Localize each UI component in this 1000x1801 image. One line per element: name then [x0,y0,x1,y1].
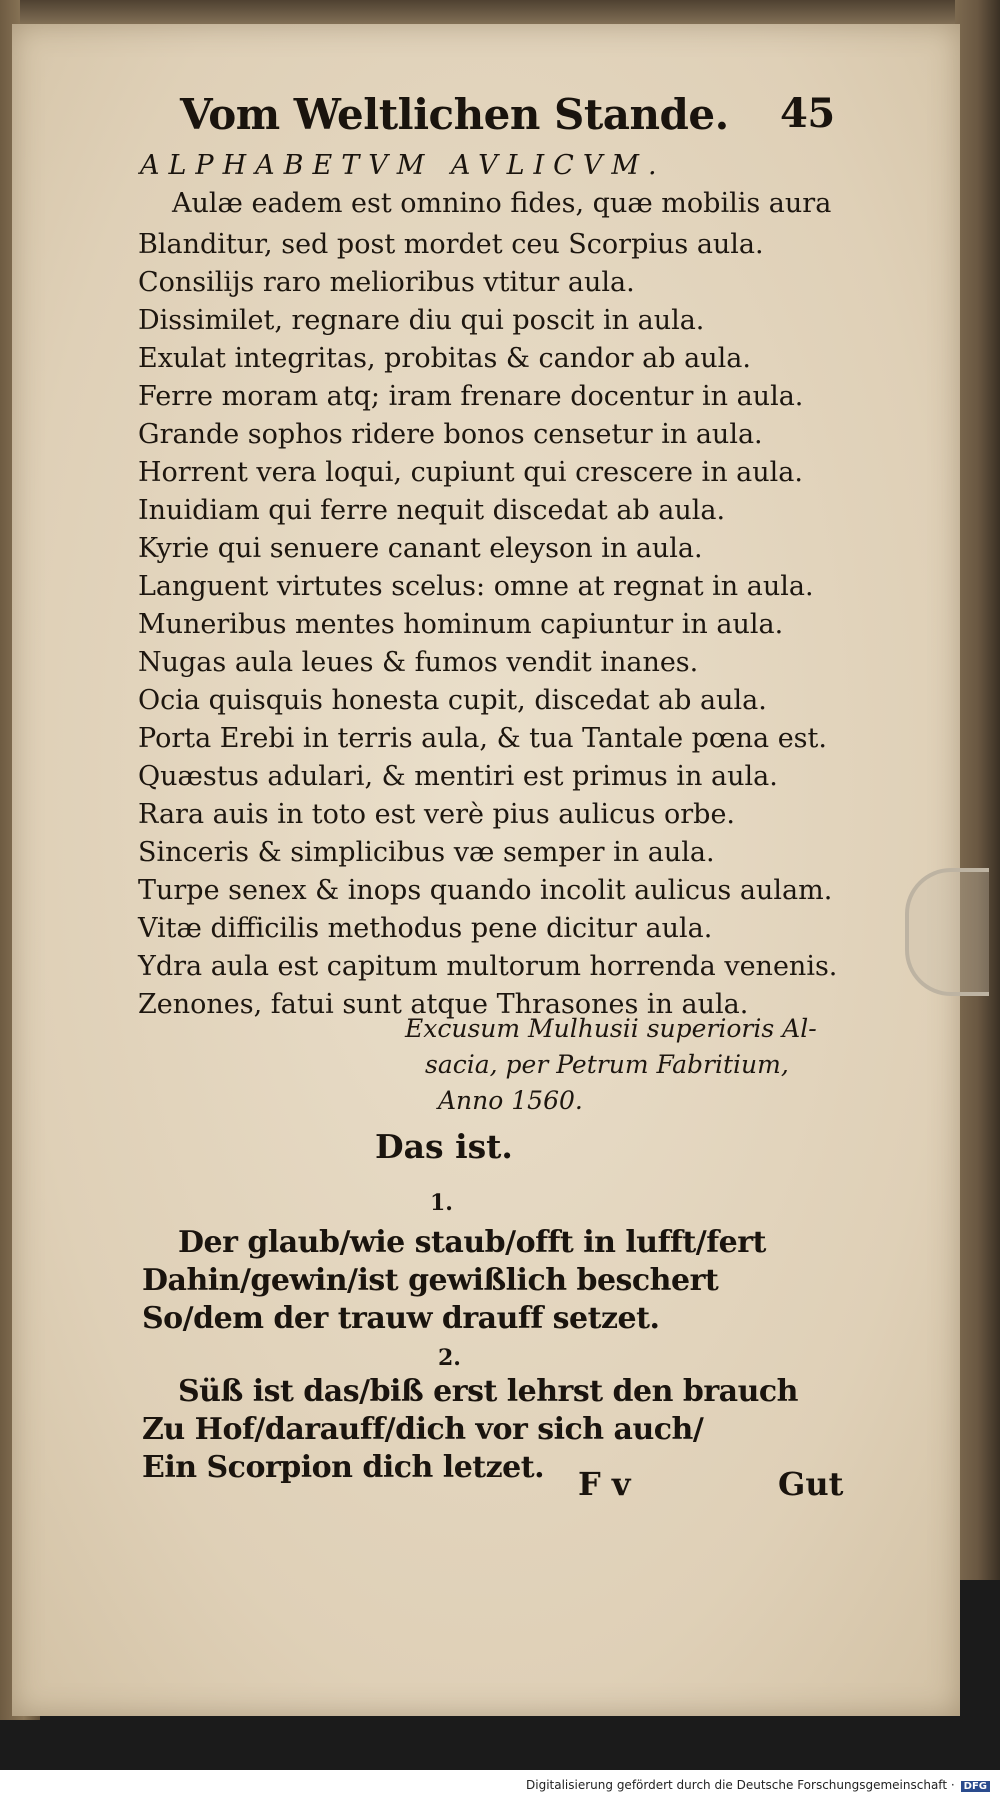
page-clip [905,868,989,996]
verse-line: Ocia quisquis honesta cupit, discedat ab aula. [138,685,767,716]
stanza-line: So/dem der trauw drauff setzet. [142,1301,660,1336]
page-number: 45 [780,90,835,137]
verse-line: Vitæ difficilis methodus pene dicitur aula. [138,913,713,944]
verse-line: Blanditur, sed post mordet ceu Scorpius aula. [138,229,764,260]
verse-line: Turpe senex & inops quando incolit aulicus aulam. [138,875,833,906]
verse-line: Inuidiam qui ferre nequit discedat ab aula. [138,495,726,526]
section-title: ALPHABETVM AVLICVM. [140,150,666,181]
verse-line: Dissimilet, regnare diu qui poscit in aula. [138,305,705,336]
verse-line: Quæstus adulari, & mentiri est primus in aula. [138,761,778,792]
stanza-line: Ein Scorpion dich letzet. [142,1450,545,1485]
imprint-line: sacia, per Petrum Fabritium, [425,1050,789,1079]
verse-line: Kyrie qui senuere canant eleyson in aula. [138,533,703,564]
verse-line: Exulat integritas, probitas & candor ab aula. [138,343,751,374]
credit-text: Digitalisierung gefördert durch die Deutsche Forschungsgemeinschaft · [526,1778,955,1792]
verse-line: Muneribus mentes hominum capiuntur in aula. [138,609,784,640]
catchword: Gut [778,1465,844,1503]
verse-line: Ferre moram atq; iram frenare docentur in aula. [138,381,804,412]
verse-line: Languent virtutes scelus: omne at regnat in aula. [138,571,814,602]
verse-line: Consilijs raro melioribus vtitur aula. [138,267,635,298]
dfg-logo: DFG [961,1781,990,1792]
imprint-line: Anno 1560. [438,1086,583,1115]
verse-line: Grande sophos ridere bonos censetur in aula. [138,419,763,450]
imprint-line: Excusum Mulhusii superioris Al- [405,1014,817,1043]
verse-line: Zenones, fatui sunt atque Thrasones in aula. [138,989,749,1020]
stanza-line: Süß ist das/biß erst lehrst den brauch [178,1374,798,1409]
digitization-credit [526,1778,990,1792]
stanza-line: Der glaub/wie staub/offt in lufft/fert [178,1225,766,1260]
german-section-title: Das ist. [375,1127,513,1166]
stanza-number: 2. [438,1345,461,1371]
running-head-title: Vom Weltlichen Stande. [180,90,729,139]
stanza-number: 1. [430,1190,453,1216]
signature-mark: F v [578,1465,631,1503]
stanza-line: Dahin/gewin/ist gewißlich beschert [142,1263,719,1298]
verse-line: Rara auis in toto est verè pius aulicus orbe. [138,799,736,830]
verse-line: Sinceris & simplicibus væ semper in aula. [138,837,715,868]
running-head [180,90,860,150]
right-book-edge [955,0,1000,1580]
verse-line: Porta Erebi in terris aula, & tua Tantale pœna est. [138,723,827,754]
verse-line: Nugas aula leues & fumos vendit inanes. [138,647,699,678]
stanza-line: Zu Hof/darauff/dich vor sich auch/ [142,1412,704,1447]
verse-line: Ydra aula est capitum multorum horrenda venenis. [138,951,838,982]
verse-line: Aulæ eadem est omnino fides, quæ mobilis aura [172,188,832,219]
verse-line: Horrent vera loqui, cupiunt qui crescere in aula. [138,457,803,488]
